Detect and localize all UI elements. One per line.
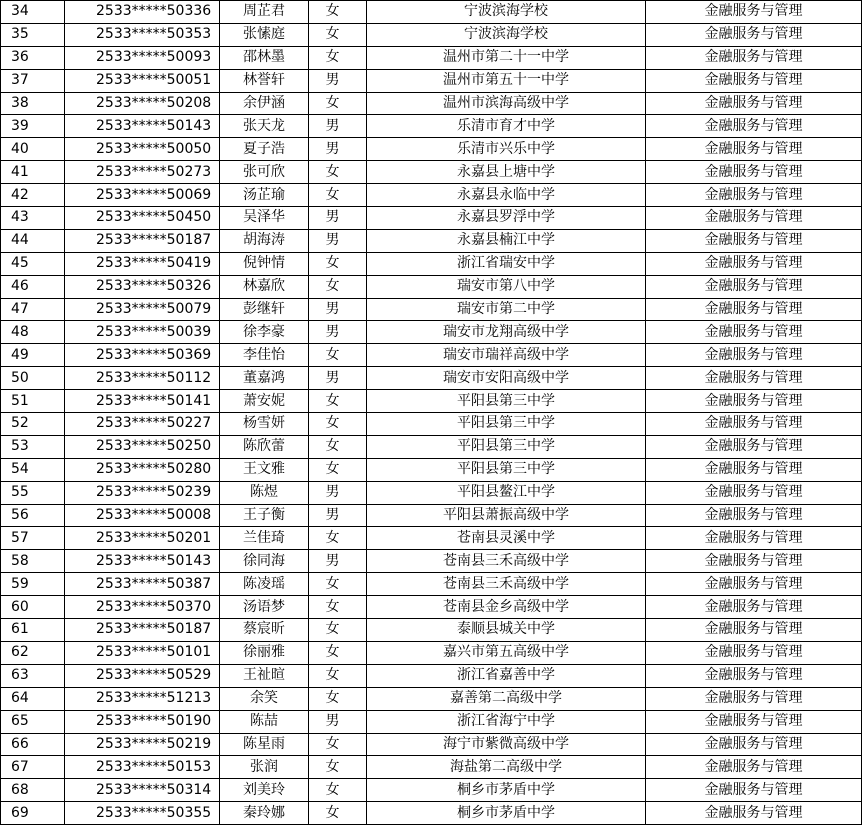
gender-cell: 女 (309, 390, 367, 413)
row-number-cell: 48 (1, 321, 65, 344)
school-cell: 温州市滨海高级中学 (367, 92, 646, 115)
gender-cell: 男 (309, 138, 367, 161)
major-cell: 金融服务与管理 (646, 1, 862, 24)
student-name-cell: 倪钟情 (220, 252, 309, 275)
table-row (1, 161, 862, 184)
student-name-cell: 张润 (220, 756, 309, 779)
row-number-cell: 49 (1, 344, 65, 367)
gender-cell: 女 (309, 184, 367, 207)
gender-cell: 男 (309, 229, 367, 252)
row-number-cell: 55 (1, 481, 65, 504)
school-cell: 苍南县金乡高级中学 (367, 596, 646, 619)
student-name-cell: 余笑 (220, 687, 309, 710)
row-number-cell: 68 (1, 779, 65, 802)
student-name-cell: 李佳怡 (220, 344, 309, 367)
gender-cell: 男 (309, 550, 367, 573)
table-row (1, 184, 862, 207)
table-row (1, 756, 862, 779)
major-cell: 金融服务与管理 (646, 275, 862, 298)
exam-id-cell: 2533*****50529 (65, 664, 220, 687)
table-row (1, 275, 862, 298)
row-number-cell: 69 (1, 802, 65, 825)
school-cell: 浙江省嘉善中学 (367, 664, 646, 687)
school-cell: 温州市第二十一中学 (367, 46, 646, 69)
gender-cell: 男 (309, 207, 367, 230)
major-cell: 金融服务与管理 (646, 115, 862, 138)
gender-cell: 女 (309, 779, 367, 802)
school-cell: 平阳县第三中学 (367, 435, 646, 458)
school-cell: 瑞安市瑞祥高级中学 (367, 344, 646, 367)
major-cell: 金融服务与管理 (646, 229, 862, 252)
major-cell: 金融服务与管理 (646, 390, 862, 413)
exam-id-cell: 2533*****50450 (65, 207, 220, 230)
table-row (1, 367, 862, 390)
exam-id-cell: 2533*****50370 (65, 596, 220, 619)
student-name-cell: 徐李豪 (220, 321, 309, 344)
exam-id-cell: 2533*****50227 (65, 413, 220, 436)
table-row (1, 619, 862, 642)
gender-cell: 男 (309, 710, 367, 733)
exam-id-cell: 2533*****50208 (65, 92, 220, 115)
exam-id-cell: 2533*****50190 (65, 710, 220, 733)
table-row (1, 390, 862, 413)
school-cell: 海宁市紫微高级中学 (367, 733, 646, 756)
major-cell: 金融服务与管理 (646, 527, 862, 550)
major-cell: 金融服务与管理 (646, 367, 862, 390)
school-cell: 瑞安市第八中学 (367, 275, 646, 298)
row-number-cell: 67 (1, 756, 65, 779)
table-row (1, 596, 862, 619)
major-cell: 金融服务与管理 (646, 207, 862, 230)
school-cell: 瑞安市第二中学 (367, 298, 646, 321)
major-cell: 金融服务与管理 (646, 710, 862, 733)
exam-id-cell: 2533*****50039 (65, 321, 220, 344)
exam-id-cell: 2533*****50051 (65, 69, 220, 92)
major-cell: 金融服务与管理 (646, 252, 862, 275)
exam-id-cell: 2533*****50153 (65, 756, 220, 779)
major-cell: 金融服务与管理 (646, 23, 862, 46)
school-cell: 永嘉县楠江中学 (367, 229, 646, 252)
school-cell: 苍南县三禾高级中学 (367, 573, 646, 596)
row-number-cell: 51 (1, 390, 65, 413)
gender-cell: 女 (309, 161, 367, 184)
gender-cell: 女 (309, 619, 367, 642)
gender-cell: 女 (309, 527, 367, 550)
row-number-cell: 60 (1, 596, 65, 619)
table-row (1, 252, 862, 275)
student-name-cell: 董嘉鸿 (220, 367, 309, 390)
school-cell: 浙江省瑞安中学 (367, 252, 646, 275)
exam-id-cell: 2533*****50219 (65, 733, 220, 756)
major-cell: 金融服务与管理 (646, 619, 862, 642)
table-row (1, 46, 862, 69)
major-cell: 金融服务与管理 (646, 664, 862, 687)
major-cell: 金融服务与管理 (646, 779, 862, 802)
major-cell: 金融服务与管理 (646, 298, 862, 321)
school-cell: 宁波滨海学校 (367, 23, 646, 46)
student-name-cell: 张愫庭 (220, 23, 309, 46)
school-cell: 桐乡市茅盾中学 (367, 779, 646, 802)
exam-id-cell: 2533*****50141 (65, 390, 220, 413)
gender-cell: 男 (309, 367, 367, 390)
student-name-cell: 汤芷瑜 (220, 184, 309, 207)
major-cell: 金融服务与管理 (646, 756, 862, 779)
row-number-cell: 36 (1, 46, 65, 69)
row-number-cell: 40 (1, 138, 65, 161)
gender-cell: 女 (309, 435, 367, 458)
exam-id-cell: 2533*****50239 (65, 481, 220, 504)
gender-cell: 女 (309, 573, 367, 596)
table-row (1, 779, 862, 802)
school-cell: 平阳县第三中学 (367, 413, 646, 436)
student-name-cell: 陈欣蕾 (220, 435, 309, 458)
major-cell: 金融服务与管理 (646, 596, 862, 619)
student-name-cell: 林誉轩 (220, 69, 309, 92)
table-row (1, 115, 862, 138)
school-cell: 平阳县第三中学 (367, 458, 646, 481)
gender-cell: 男 (309, 69, 367, 92)
major-cell: 金融服务与管理 (646, 687, 862, 710)
school-cell: 宁波滨海学校 (367, 1, 646, 24)
school-cell: 乐清市育才中学 (367, 115, 646, 138)
student-name-cell: 周芷君 (220, 1, 309, 24)
school-cell: 泰顺县城关中学 (367, 619, 646, 642)
student-name-cell: 胡海涛 (220, 229, 309, 252)
gender-cell: 男 (309, 481, 367, 504)
school-cell: 嘉善第二高级中学 (367, 687, 646, 710)
exam-id-cell: 2533*****50355 (65, 802, 220, 825)
row-number-cell: 61 (1, 619, 65, 642)
row-number-cell: 42 (1, 184, 65, 207)
major-cell: 金融服务与管理 (646, 138, 862, 161)
major-cell: 金融服务与管理 (646, 69, 862, 92)
major-cell: 金融服务与管理 (646, 435, 862, 458)
school-cell: 乐清市兴乐中学 (367, 138, 646, 161)
gender-cell: 女 (309, 687, 367, 710)
major-cell: 金融服务与管理 (646, 321, 862, 344)
row-number-cell: 59 (1, 573, 65, 596)
table-row (1, 138, 862, 161)
school-cell: 永嘉县上塘中学 (367, 161, 646, 184)
row-number-cell: 65 (1, 710, 65, 733)
row-number-cell: 37 (1, 69, 65, 92)
table-row (1, 23, 862, 46)
major-cell: 金融服务与管理 (646, 161, 862, 184)
school-cell: 海盐第二高级中学 (367, 756, 646, 779)
table-row (1, 321, 862, 344)
student-name-cell: 杨雪妍 (220, 413, 309, 436)
row-number-cell: 46 (1, 275, 65, 298)
gender-cell: 女 (309, 92, 367, 115)
row-number-cell: 53 (1, 435, 65, 458)
table-row (1, 641, 862, 664)
student-name-cell: 陈喆 (220, 710, 309, 733)
school-cell: 苍南县灵溪中学 (367, 527, 646, 550)
student-name-cell: 王文雅 (220, 458, 309, 481)
row-number-cell: 47 (1, 298, 65, 321)
school-cell: 温州市第五十一中学 (367, 69, 646, 92)
exam-id-cell: 2533*****50369 (65, 344, 220, 367)
school-cell: 苍南县三禾高级中学 (367, 550, 646, 573)
exam-id-cell: 2533*****50143 (65, 115, 220, 138)
table-row (1, 298, 862, 321)
student-name-cell: 汤语梦 (220, 596, 309, 619)
table-row (1, 344, 862, 367)
gender-cell: 女 (309, 1, 367, 24)
major-cell: 金融服务与管理 (646, 344, 862, 367)
table-row (1, 550, 862, 573)
school-cell: 平阳县萧振高级中学 (367, 504, 646, 527)
row-number-cell: 63 (1, 664, 65, 687)
table-row (1, 229, 862, 252)
exam-id-cell: 2533*****50101 (65, 641, 220, 664)
row-number-cell: 50 (1, 367, 65, 390)
table-row (1, 435, 862, 458)
major-cell: 金融服务与管理 (646, 481, 862, 504)
gender-cell: 男 (309, 115, 367, 138)
student-name-cell: 秦玲娜 (220, 802, 309, 825)
school-cell: 平阳县第三中学 (367, 390, 646, 413)
school-cell: 瑞安市安阳高级中学 (367, 367, 646, 390)
row-number-cell: 58 (1, 550, 65, 573)
table-row (1, 802, 862, 825)
row-number-cell: 64 (1, 687, 65, 710)
student-name-cell: 吴泽华 (220, 207, 309, 230)
row-number-cell: 66 (1, 733, 65, 756)
row-number-cell: 34 (1, 1, 65, 24)
major-cell: 金融服务与管理 (646, 573, 862, 596)
exam-id-cell: 2533*****50069 (65, 184, 220, 207)
student-name-cell: 徐丽雅 (220, 641, 309, 664)
gender-cell: 女 (309, 413, 367, 436)
exam-id-cell: 2533*****51213 (65, 687, 220, 710)
table-row (1, 504, 862, 527)
exam-id-cell: 2533*****50387 (65, 573, 220, 596)
row-number-cell: 35 (1, 23, 65, 46)
major-cell: 金融服务与管理 (646, 46, 862, 69)
table-row (1, 1, 862, 24)
table-row (1, 573, 862, 596)
student-name-cell: 王祉暄 (220, 664, 309, 687)
table-row (1, 413, 862, 436)
table-row (1, 481, 862, 504)
gender-cell: 女 (309, 275, 367, 298)
table-row (1, 664, 862, 687)
table-row (1, 207, 862, 230)
student-name-cell: 邵林墨 (220, 46, 309, 69)
row-number-cell: 39 (1, 115, 65, 138)
exam-id-cell: 2533*****50314 (65, 779, 220, 802)
student-name-cell: 陈星雨 (220, 733, 309, 756)
row-number-cell: 57 (1, 527, 65, 550)
exam-id-cell: 2533*****50187 (65, 619, 220, 642)
major-cell: 金融服务与管理 (646, 504, 862, 527)
student-name-cell: 林嘉欣 (220, 275, 309, 298)
row-number-cell: 52 (1, 413, 65, 436)
row-number-cell: 44 (1, 229, 65, 252)
exam-id-cell: 2533*****50050 (65, 138, 220, 161)
exam-id-cell: 2533*****50201 (65, 527, 220, 550)
table-row (1, 527, 862, 550)
exam-id-cell: 2533*****50093 (65, 46, 220, 69)
exam-id-cell: 2533*****50353 (65, 23, 220, 46)
exam-id-cell: 2533*****50143 (65, 550, 220, 573)
exam-id-cell: 2533*****50280 (65, 458, 220, 481)
school-cell: 永嘉县罗浮中学 (367, 207, 646, 230)
exam-id-cell: 2533*****50187 (65, 229, 220, 252)
table-row (1, 710, 862, 733)
major-cell: 金融服务与管理 (646, 458, 862, 481)
exam-id-cell: 2533*****50326 (65, 275, 220, 298)
student-name-cell: 夏子浩 (220, 138, 309, 161)
student-name-cell: 蔡宸昕 (220, 619, 309, 642)
student-name-cell: 彭继轩 (220, 298, 309, 321)
table-row (1, 733, 862, 756)
exam-id-cell: 2533*****50250 (65, 435, 220, 458)
major-cell: 金融服务与管理 (646, 802, 862, 825)
student-name-cell: 萧安妮 (220, 390, 309, 413)
student-name-cell: 陈凌瑶 (220, 573, 309, 596)
major-cell: 金融服务与管理 (646, 92, 862, 115)
gender-cell: 女 (309, 344, 367, 367)
gender-cell: 女 (309, 733, 367, 756)
gender-cell: 男 (309, 504, 367, 527)
gender-cell: 女 (309, 664, 367, 687)
row-number-cell: 56 (1, 504, 65, 527)
major-cell: 金融服务与管理 (646, 184, 862, 207)
gender-cell: 男 (309, 298, 367, 321)
student-name-cell: 张天龙 (220, 115, 309, 138)
gender-cell: 女 (309, 458, 367, 481)
student-name-cell: 余伊涵 (220, 92, 309, 115)
gender-cell: 女 (309, 641, 367, 664)
major-cell: 金融服务与管理 (646, 550, 862, 573)
gender-cell: 女 (309, 596, 367, 619)
gender-cell: 男 (309, 321, 367, 344)
exam-id-cell: 2533*****50008 (65, 504, 220, 527)
major-cell: 金融服务与管理 (646, 733, 862, 756)
exam-id-cell: 2533*****50419 (65, 252, 220, 275)
school-cell: 永嘉县永临中学 (367, 184, 646, 207)
table-row (1, 458, 862, 481)
student-name-cell: 王子衡 (220, 504, 309, 527)
row-number-cell: 62 (1, 641, 65, 664)
student-name-cell: 张可欣 (220, 161, 309, 184)
row-number-cell: 41 (1, 161, 65, 184)
school-cell: 浙江省海宁中学 (367, 710, 646, 733)
school-cell: 嘉兴市第五高级中学 (367, 641, 646, 664)
exam-id-cell: 2533*****50273 (65, 161, 220, 184)
exam-id-cell: 2533*****50112 (65, 367, 220, 390)
row-number-cell: 38 (1, 92, 65, 115)
student-name-cell: 徐同海 (220, 550, 309, 573)
table-row (1, 69, 862, 92)
school-cell: 平阳县鳌江中学 (367, 481, 646, 504)
row-number-cell: 43 (1, 207, 65, 230)
gender-cell: 女 (309, 756, 367, 779)
row-number-cell: 45 (1, 252, 65, 275)
major-cell: 金融服务与管理 (646, 641, 862, 664)
gender-cell: 女 (309, 252, 367, 275)
exam-id-cell: 2533*****50079 (65, 298, 220, 321)
exam-id-cell: 2533*****50336 (65, 1, 220, 24)
student-name-cell: 刘美玲 (220, 779, 309, 802)
gender-cell: 女 (309, 23, 367, 46)
school-cell: 瑞安市龙翔高级中学 (367, 321, 646, 344)
gender-cell: 女 (309, 802, 367, 825)
gender-cell: 女 (309, 46, 367, 69)
student-name-cell: 陈煜 (220, 481, 309, 504)
school-cell: 桐乡市茅盾中学 (367, 802, 646, 825)
student-name-cell: 兰佳琦 (220, 527, 309, 550)
table-body (1, 1, 862, 825)
table-row (1, 92, 862, 115)
major-cell: 金融服务与管理 (646, 413, 862, 436)
table-row (1, 687, 862, 710)
row-number-cell: 54 (1, 458, 65, 481)
